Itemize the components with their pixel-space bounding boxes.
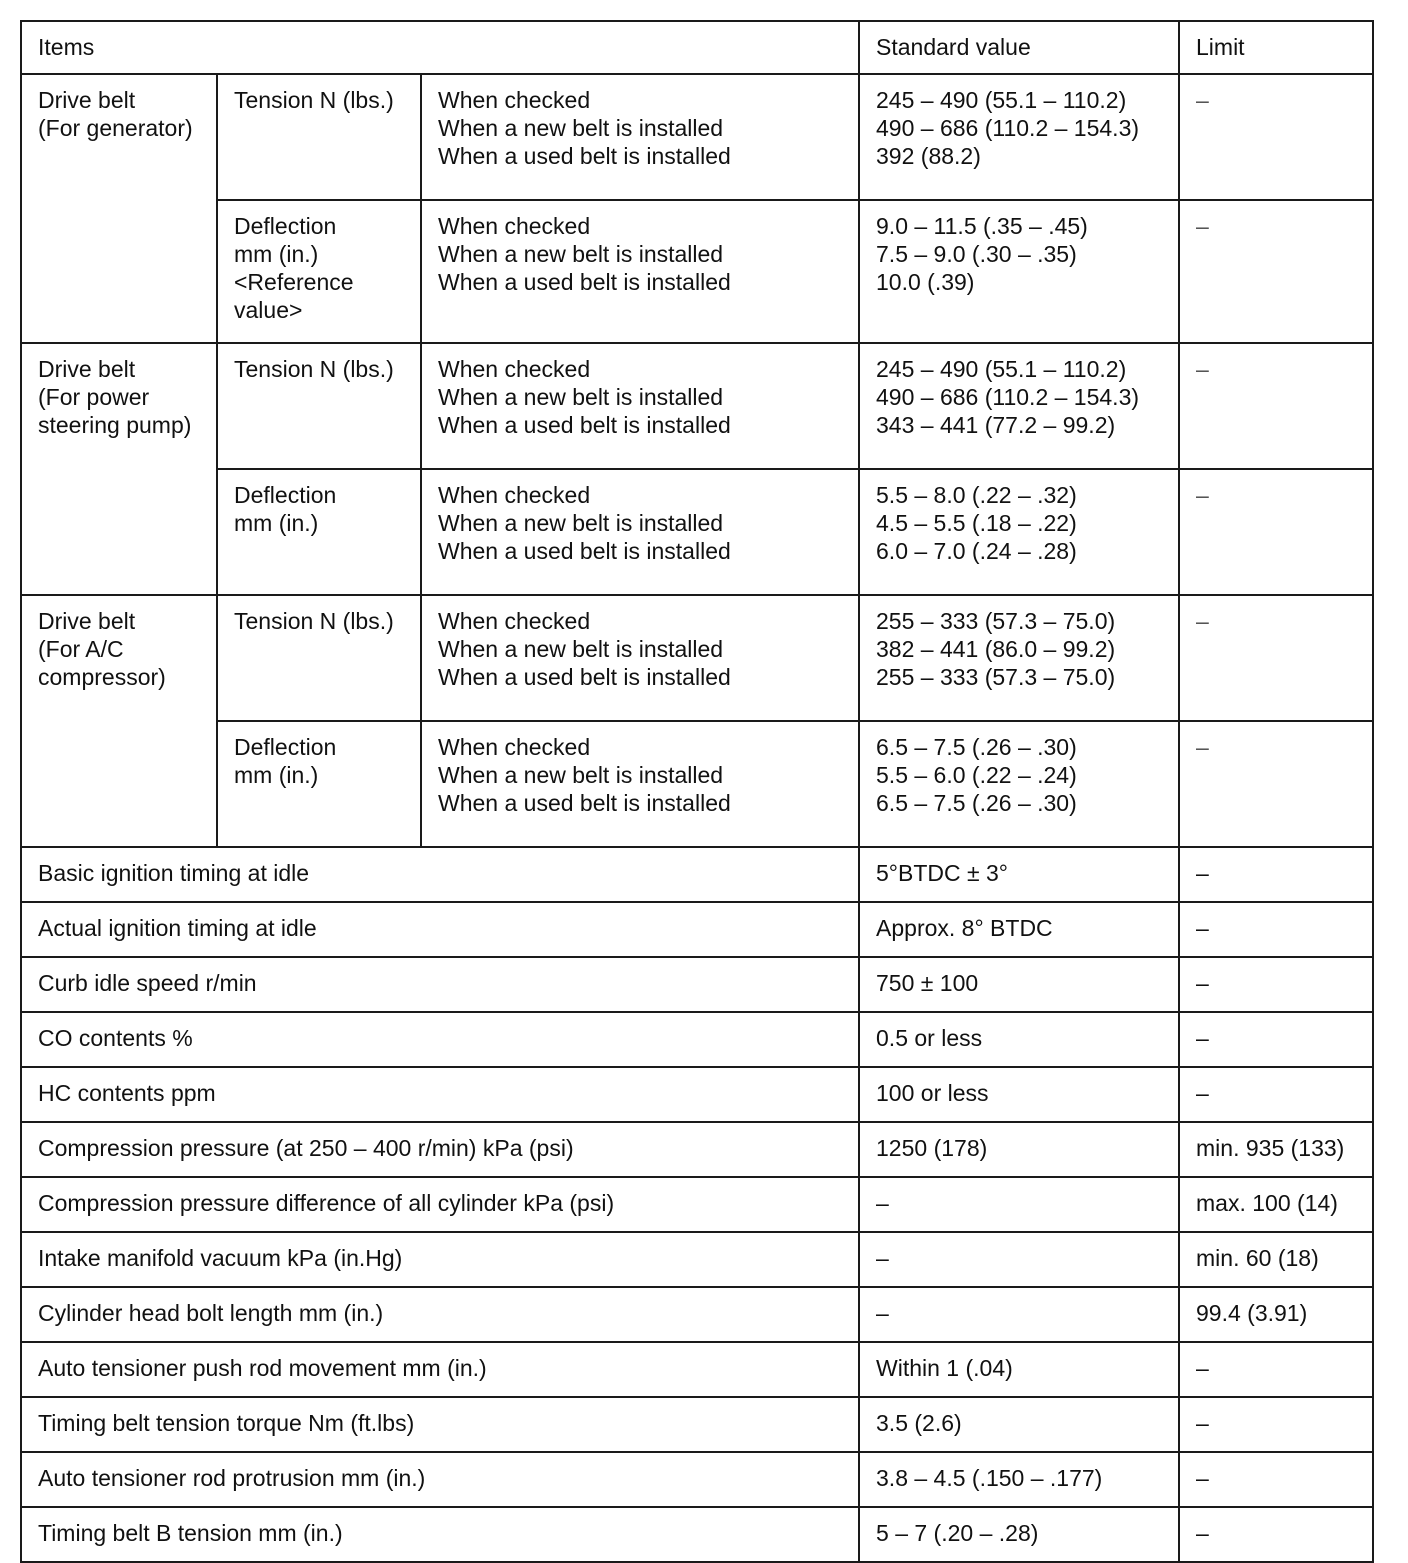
parameter-cell xyxy=(217,721,421,847)
item-line: (For power xyxy=(38,384,150,410)
limit-cell: – xyxy=(1179,595,1373,721)
standard-value-line: 343 – 441 (77.2 – 99.2) xyxy=(876,412,1116,438)
item-cell: Auto tensioner push rod movement mm (in.) xyxy=(21,1342,859,1397)
spec-row xyxy=(21,1507,1373,1562)
spec-row xyxy=(21,1232,1373,1287)
parameter-line: mm (in.) xyxy=(234,762,319,788)
belt-spec-row xyxy=(21,74,1373,200)
header-row xyxy=(21,21,1373,74)
condition-cell xyxy=(421,595,859,721)
item-cell: Compression pressure (at 250 – 400 r/min) kPa (psi) xyxy=(21,1122,859,1177)
item-cell-continued xyxy=(21,200,217,343)
standard-value-cell xyxy=(859,595,1179,721)
standard-value-cell xyxy=(859,200,1179,343)
standard-value-line: 245 – 490 (55.1 – 110.2) xyxy=(876,87,1127,113)
parameter-line: Tension N (lbs.) xyxy=(234,87,394,113)
standard-value-line: 5.5 – 6.0 (.22 – .24) xyxy=(876,762,1077,788)
standard-value-cell: 3.5 (2.6) xyxy=(859,1397,1179,1452)
standard-value-cell xyxy=(859,343,1179,469)
limit-cell: – xyxy=(1179,469,1373,595)
item-line: Drive belt xyxy=(38,87,136,113)
parameter-cell xyxy=(217,469,421,595)
condition-line: When a new belt is installed xyxy=(438,762,724,788)
standard-value-line: 382 – 441 (86.0 – 99.2) xyxy=(876,636,1116,662)
parameter-line: Deflection xyxy=(234,482,337,508)
condition-line: When checked xyxy=(438,87,591,113)
condition-cell xyxy=(421,343,859,469)
item-cell-continued xyxy=(21,721,217,847)
condition-cell xyxy=(421,200,859,343)
standard-value-cell: – xyxy=(859,1177,1179,1232)
limit-cell: min. 935 (133) xyxy=(1179,1122,1373,1177)
spec-row xyxy=(21,847,1373,902)
standard-value-cell: 750 ± 100 xyxy=(859,957,1179,1012)
item-cell: CO contents % xyxy=(21,1012,859,1067)
limit-cell: – xyxy=(1179,957,1373,1012)
item-cell: HC contents ppm xyxy=(21,1067,859,1122)
spec-row xyxy=(21,1012,1373,1067)
standard-value-cell: 5°BTDC ± 3° xyxy=(859,847,1179,902)
item-cell: Timing belt tension torque Nm (ft.lbs) xyxy=(21,1397,859,1452)
parameter-line: <Reference xyxy=(234,269,354,295)
standard-value-line: 4.5 – 5.5 (.18 – .22) xyxy=(876,510,1077,536)
header-items: Items xyxy=(21,21,859,74)
item-cell xyxy=(21,74,217,200)
limit-cell: min. 60 (18) xyxy=(1179,1232,1373,1287)
standard-value-line: 6.5 – 7.5 (.26 – .30) xyxy=(876,734,1077,760)
limit-cell: – xyxy=(1179,902,1373,957)
limit-cell: – xyxy=(1179,1342,1373,1397)
belt-spec-row xyxy=(21,343,1373,469)
condition-line: When a new belt is installed xyxy=(438,384,724,410)
item-line: steering pump) xyxy=(38,412,192,438)
spec-row xyxy=(21,1397,1373,1452)
limit-cell: – xyxy=(1179,74,1373,200)
parameter-line: Tension N (lbs.) xyxy=(234,608,394,634)
parameter-line: mm (in.) xyxy=(234,241,319,267)
item-cell: Timing belt B tension mm (in.) xyxy=(21,1507,859,1562)
condition-cell xyxy=(421,721,859,847)
standard-value-line: 255 – 333 (57.3 – 75.0) xyxy=(876,608,1116,634)
condition-cell xyxy=(421,74,859,200)
standard-value-line: 490 – 686 (110.2 – 154.3) xyxy=(876,384,1140,410)
spec-row xyxy=(21,1122,1373,1177)
limit-cell: – xyxy=(1179,1067,1373,1122)
condition-line: When a used belt is installed xyxy=(438,412,731,438)
standard-value-line: 490 – 686 (110.2 – 154.3) xyxy=(876,115,1140,141)
item-cell-continued xyxy=(21,469,217,595)
condition-line: When checked xyxy=(438,213,591,239)
limit-cell: – xyxy=(1179,847,1373,902)
condition-line: When checked xyxy=(438,356,591,382)
specification-table xyxy=(20,20,1374,1563)
item-cell: Basic ignition timing at idle xyxy=(21,847,859,902)
header-standard-value: Standard value xyxy=(859,21,1179,74)
condition-line: When a used belt is installed xyxy=(438,269,731,295)
parameter-line: Deflection xyxy=(234,213,337,239)
standard-value-cell: Approx. 8° BTDC xyxy=(859,902,1179,957)
condition-line: When a new belt is installed xyxy=(438,115,724,141)
limit-cell: – xyxy=(1179,1452,1373,1507)
condition-line: When a new belt is installed xyxy=(438,241,724,267)
limit-cell: – xyxy=(1179,1397,1373,1452)
condition-line: When checked xyxy=(438,482,591,508)
standard-value-cell xyxy=(859,721,1179,847)
item-cell: Intake manifold vacuum kPa (in.Hg) xyxy=(21,1232,859,1287)
standard-value-cell: 0.5 or less xyxy=(859,1012,1179,1067)
item-cell xyxy=(21,343,217,469)
belt-spec-row xyxy=(21,200,1373,343)
standard-value-line: 6.0 – 7.0 (.24 – .28) xyxy=(876,538,1077,564)
item-line: compressor) xyxy=(38,664,166,690)
standard-value-cell xyxy=(859,469,1179,595)
condition-line: When a used belt is installed xyxy=(438,143,731,169)
limit-cell: – xyxy=(1179,1012,1373,1067)
standard-value-line: 7.5 – 9.0 (.30 – .35) xyxy=(876,241,1077,267)
standard-value-cell: 5 – 7 (.20 – .28) xyxy=(859,1507,1179,1562)
item-line: Drive belt xyxy=(38,356,136,382)
parameter-cell xyxy=(217,74,421,200)
belt-spec-row xyxy=(21,595,1373,721)
parameter-line: Tension N (lbs.) xyxy=(234,356,394,382)
parameter-line: value> xyxy=(234,297,303,323)
spec-row xyxy=(21,1287,1373,1342)
standard-value-line: 5.5 – 8.0 (.22 – .32) xyxy=(876,482,1077,508)
parameter-cell xyxy=(217,595,421,721)
condition-cell xyxy=(421,469,859,595)
item-cell: Actual ignition timing at idle xyxy=(21,902,859,957)
belt-spec-row xyxy=(21,469,1373,595)
spec-row xyxy=(21,902,1373,957)
header-limit: Limit xyxy=(1179,21,1373,74)
parameter-cell xyxy=(217,200,421,343)
standard-value-cell xyxy=(859,74,1179,200)
standard-value-line: 9.0 – 11.5 (.35 – .45) xyxy=(876,213,1088,239)
standard-value-cell: – xyxy=(859,1287,1179,1342)
standard-value-line: 245 – 490 (55.1 – 110.2) xyxy=(876,356,1127,382)
item-cell xyxy=(21,595,217,721)
spec-row xyxy=(21,957,1373,1012)
spec-row xyxy=(21,1067,1373,1122)
item-line: (For A/C xyxy=(38,636,124,662)
parameter-line: Deflection xyxy=(234,734,337,760)
limit-cell: – xyxy=(1179,200,1373,343)
limit-cell: – xyxy=(1179,343,1373,469)
item-cell: Auto tensioner rod protrusion mm (in.) xyxy=(21,1452,859,1507)
standard-value-cell: 3.8 – 4.5 (.150 – .177) xyxy=(859,1452,1179,1507)
standard-value-cell: 100 or less xyxy=(859,1067,1179,1122)
item-cell: Compression pressure difference of all cylinder kPa (psi) xyxy=(21,1177,859,1232)
condition-line: When a used belt is installed xyxy=(438,538,731,564)
standard-value-line: 255 – 333 (57.3 – 75.0) xyxy=(876,664,1116,690)
limit-cell: 99.4 (3.91) xyxy=(1179,1287,1373,1342)
standard-value-cell: 1250 (178) xyxy=(859,1122,1179,1177)
limit-cell: – xyxy=(1179,721,1373,847)
condition-line: When checked xyxy=(438,608,591,634)
item-line: Drive belt xyxy=(38,608,136,634)
condition-line: When a new belt is installed xyxy=(438,510,724,536)
standard-value-line: 392 (88.2) xyxy=(876,143,981,169)
standard-value-cell: – xyxy=(859,1232,1179,1287)
standard-value-cell: Within 1 (.04) xyxy=(859,1342,1179,1397)
belt-spec-row xyxy=(21,721,1373,847)
spec-row xyxy=(21,1177,1373,1232)
item-cell: Curb idle speed r/min xyxy=(21,957,859,1012)
parameter-line: mm (in.) xyxy=(234,510,319,536)
spec-row xyxy=(21,1452,1373,1507)
limit-cell: max. 100 (14) xyxy=(1179,1177,1373,1232)
item-cell: Cylinder head bolt length mm (in.) xyxy=(21,1287,859,1342)
condition-line: When a used belt is installed xyxy=(438,664,731,690)
condition-line: When checked xyxy=(438,734,591,760)
item-line: (For generator) xyxy=(38,115,193,141)
condition-line: When a used belt is installed xyxy=(438,790,731,816)
specification-table-body xyxy=(21,21,1373,1562)
standard-value-line: 6.5 – 7.5 (.26 – .30) xyxy=(876,790,1077,816)
limit-cell: – xyxy=(1179,1507,1373,1562)
parameter-cell xyxy=(217,343,421,469)
spec-row xyxy=(21,1342,1373,1397)
condition-line: When a new belt is installed xyxy=(438,636,724,662)
standard-value-line: 10.0 (.39) xyxy=(876,269,975,295)
